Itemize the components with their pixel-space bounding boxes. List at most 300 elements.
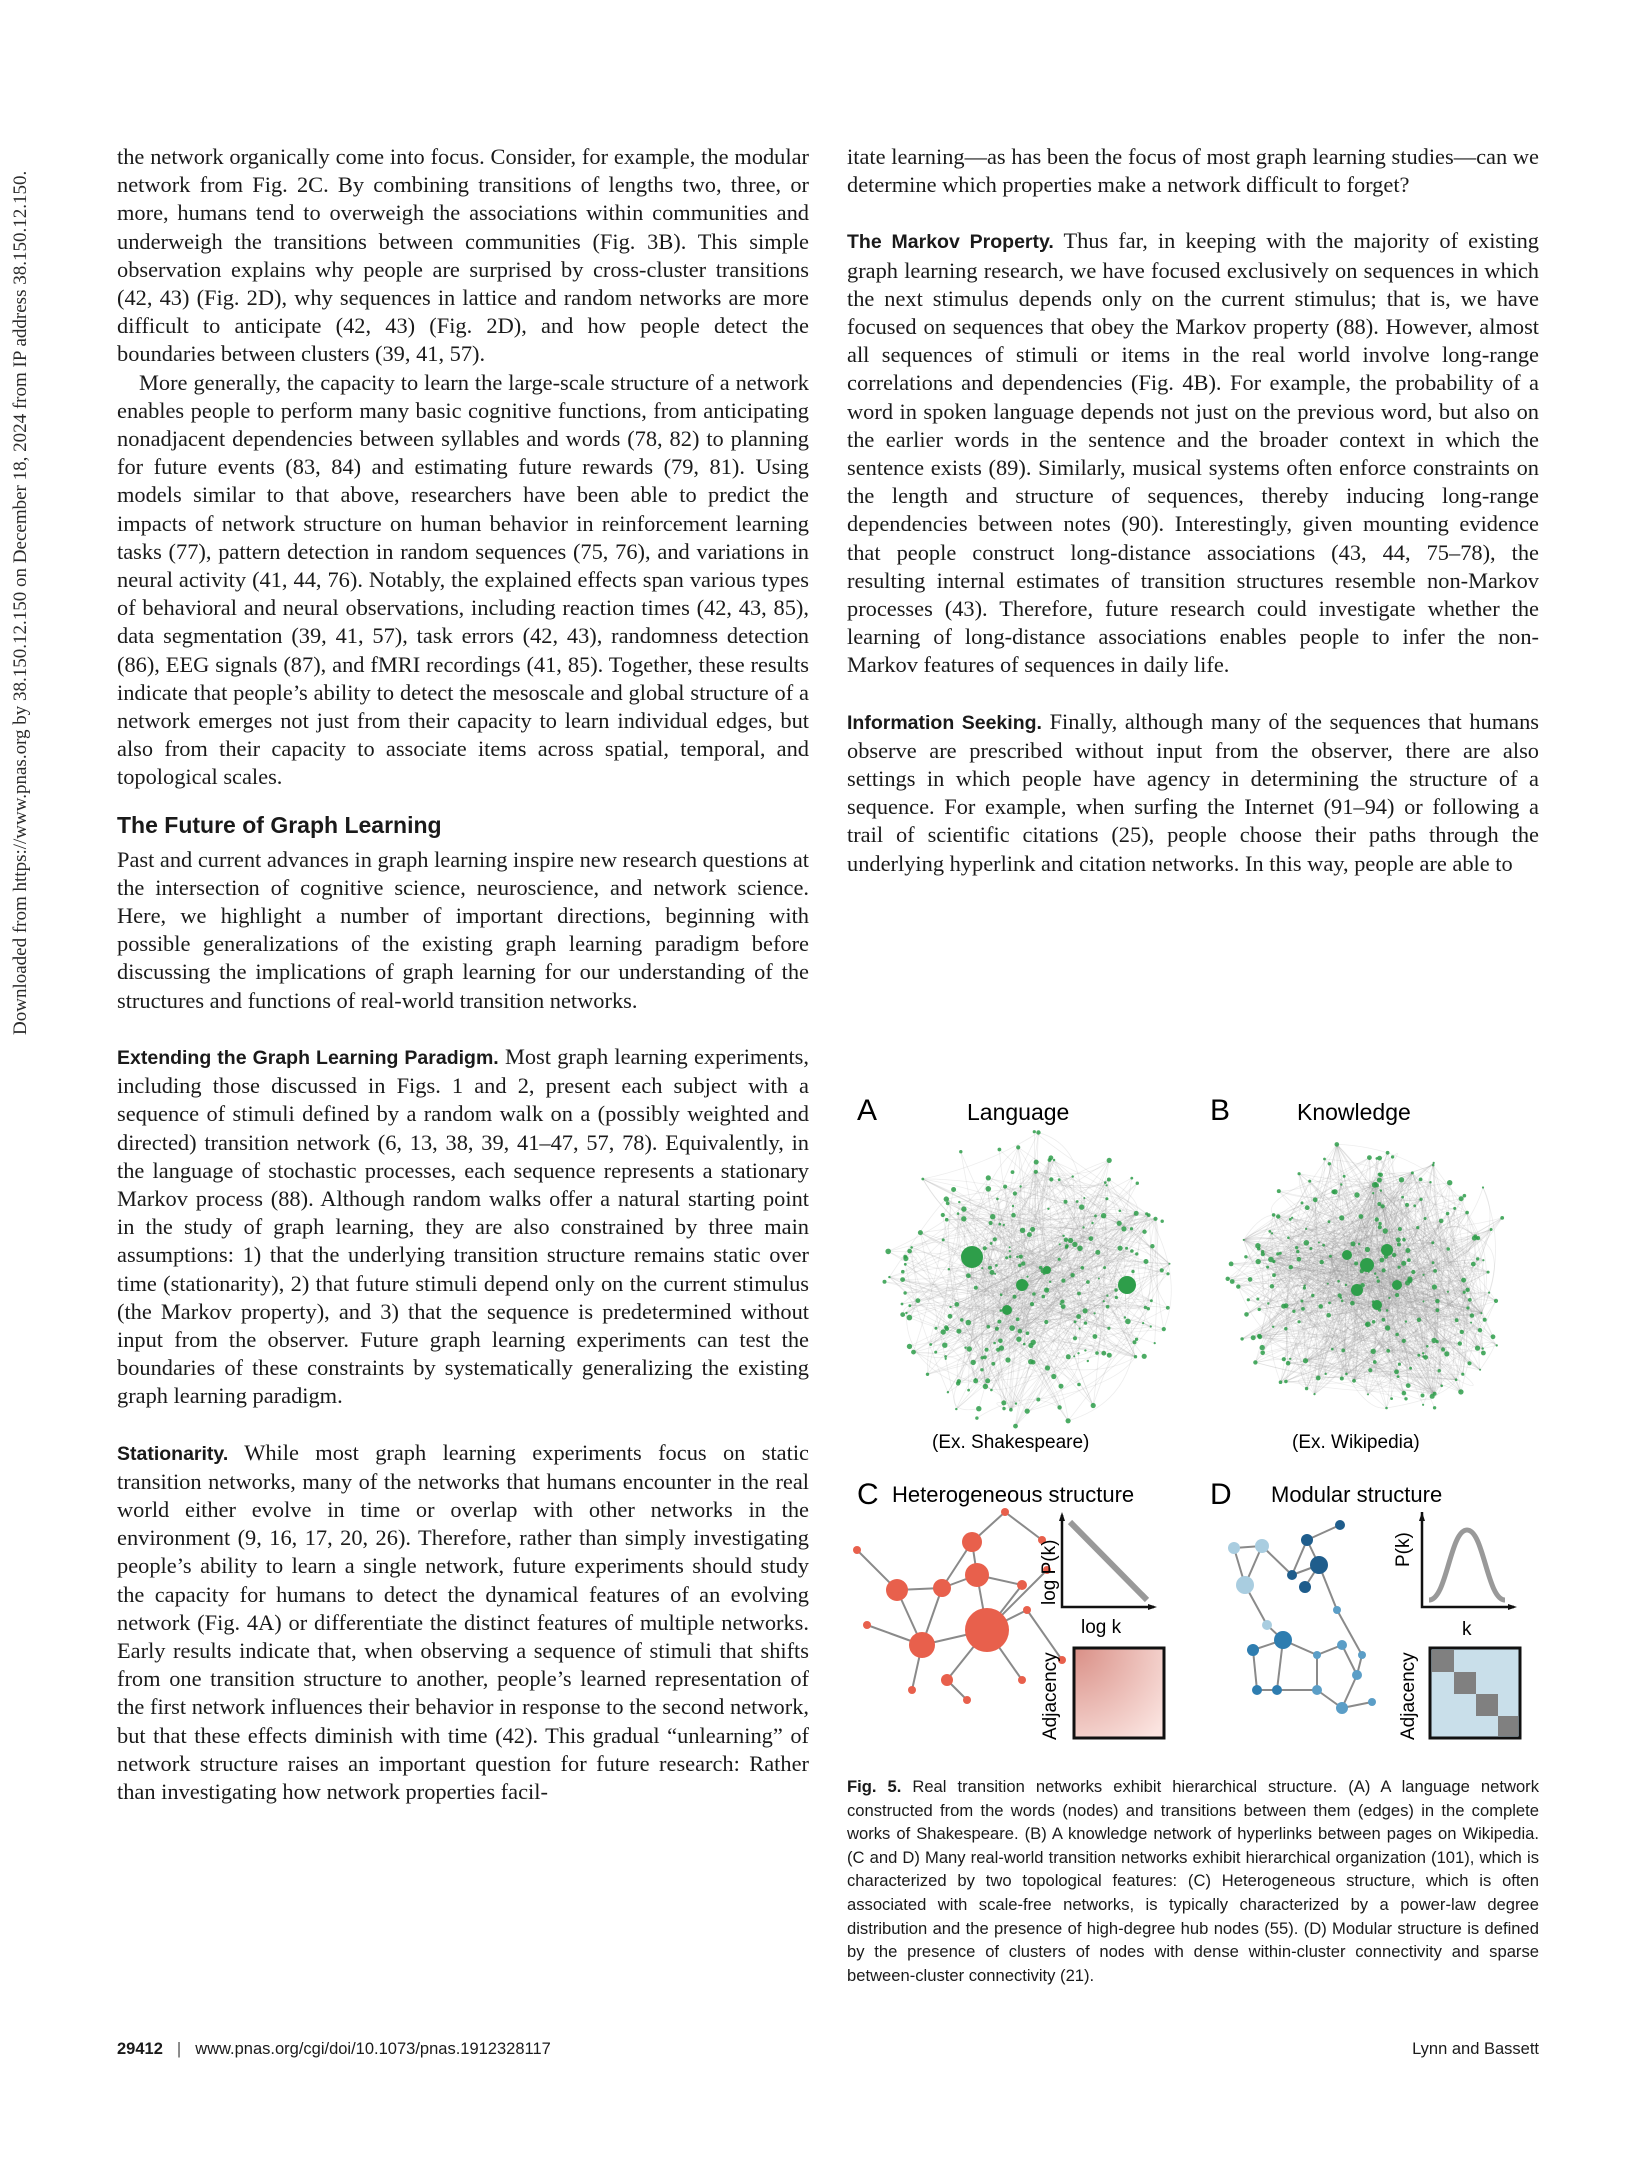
network-node xyxy=(1440,1385,1443,1388)
network-node xyxy=(1079,1204,1084,1209)
network-node xyxy=(1229,1262,1234,1267)
network-node xyxy=(1049,1281,1051,1283)
network-hub-node xyxy=(1043,1266,1051,1274)
network-node xyxy=(1016,1317,1020,1321)
run-in-heading: Extending the Graph Learning Paradigm. xyxy=(117,1046,499,1069)
network-node xyxy=(1291,1217,1293,1219)
network-node xyxy=(1329,1255,1332,1258)
network-node xyxy=(1371,1349,1376,1354)
network-node xyxy=(996,1348,1000,1352)
network-node xyxy=(1169,1263,1171,1265)
network-node xyxy=(1166,1272,1169,1275)
network-node xyxy=(980,1368,983,1371)
run-in-heading: The Markov Property. xyxy=(847,231,1054,254)
network-node xyxy=(1328,1220,1331,1223)
network-node xyxy=(1166,1306,1170,1310)
network-node xyxy=(1034,1160,1039,1165)
d-adjacency-matrix xyxy=(1430,1648,1520,1738)
network-node xyxy=(1281,1304,1286,1309)
network-node xyxy=(1378,1173,1381,1176)
network-node xyxy=(967,1389,970,1392)
network-node xyxy=(1341,1349,1345,1353)
network-node xyxy=(1131,1270,1134,1273)
network-node xyxy=(908,1304,911,1307)
network-node xyxy=(942,1238,945,1241)
right-column xyxy=(847,143,1539,878)
network-node xyxy=(964,1347,966,1349)
network-hub-node xyxy=(1372,1300,1382,1310)
network-node xyxy=(1313,1197,1318,1202)
network-node xyxy=(1483,1318,1487,1322)
network-node xyxy=(1405,1203,1409,1207)
network-node xyxy=(1468,1298,1472,1302)
network-node xyxy=(1261,1252,1265,1256)
network-node xyxy=(1033,1130,1036,1133)
network-node xyxy=(1475,1346,1480,1351)
network-node xyxy=(1447,1180,1452,1185)
network-node xyxy=(1016,1337,1021,1342)
network-node xyxy=(1482,1186,1484,1188)
network-node xyxy=(1378,1225,1382,1229)
network-node xyxy=(1003,1224,1005,1226)
network-node xyxy=(1461,1278,1466,1283)
network-node xyxy=(1026,1276,1028,1278)
network-node xyxy=(1114,1288,1117,1291)
network-node xyxy=(1405,1248,1410,1253)
network-node xyxy=(1162,1327,1166,1331)
network-node xyxy=(1368,1368,1372,1372)
network-node xyxy=(988,1266,992,1270)
network-node xyxy=(1446,1247,1450,1251)
network-node xyxy=(1272,1261,1274,1263)
network-node xyxy=(1074,1320,1077,1323)
panel-a-letter: A xyxy=(857,1094,878,1127)
network-node xyxy=(1028,1359,1033,1364)
network-node xyxy=(1478,1328,1482,1332)
network-node xyxy=(1013,1424,1018,1429)
network-node xyxy=(1460,1330,1464,1334)
network-node xyxy=(1394,1369,1399,1374)
network-node xyxy=(1135,1252,1138,1255)
network-node xyxy=(1446,1212,1450,1216)
network-node xyxy=(981,1267,983,1269)
network-node xyxy=(1303,1358,1308,1363)
network-node xyxy=(1077,1383,1081,1387)
network-node xyxy=(1258,1308,1261,1311)
network-node xyxy=(1435,1299,1439,1303)
network-node xyxy=(1107,1178,1111,1182)
network-node xyxy=(1419,1198,1422,1201)
network-node xyxy=(1304,1285,1306,1287)
network-node xyxy=(1101,1213,1106,1218)
network-node xyxy=(1417,1318,1421,1322)
network-node xyxy=(1320,1260,1324,1264)
network-node xyxy=(1341,1300,1344,1303)
network-node xyxy=(1142,1354,1147,1359)
network-node xyxy=(1482,1259,1484,1261)
panel-d-title: Modular structure xyxy=(1271,1482,1443,1507)
network-node xyxy=(1272,1273,1276,1277)
network-node xyxy=(1304,1240,1310,1246)
network-node xyxy=(956,1381,960,1385)
network-node xyxy=(934,1327,937,1330)
network-node xyxy=(1500,1216,1504,1220)
network-node xyxy=(1296,1250,1299,1253)
network-node xyxy=(1066,1245,1068,1247)
network-node xyxy=(1345,1373,1348,1376)
paragraph: the network organically come into focus. Consider, for example, the modular network from Fig. 2C. By combining transitions of lengths two, three, or more, humans tend to overweigh the associations within communities and underweigh the transitions between communities (Fig. 3B). This simple observation explains why people are surprised by cross-cluster transitions (42, 43) (Fig. 2D), why sequences in lattice and random networks are more difficult to anticipate (42, 43) (Fig. 2D), and how people detect the boundaries between clusters (39, 41, 57). xyxy=(117,144,809,367)
network-node xyxy=(1016,1256,1018,1258)
network-node xyxy=(1326,1313,1331,1318)
network-node xyxy=(1398,1266,1401,1269)
network-node xyxy=(994,1273,996,1275)
network-hub-node xyxy=(1392,1280,1402,1290)
network-node xyxy=(987,1325,991,1329)
network-node xyxy=(1378,1222,1381,1225)
network-node xyxy=(1068,1238,1073,1243)
network-node xyxy=(1398,1363,1401,1366)
network-node xyxy=(1338,1293,1342,1297)
network-node xyxy=(1491,1334,1496,1339)
network-node xyxy=(1015,1402,1017,1404)
network-node xyxy=(1470,1313,1474,1317)
network-node xyxy=(1044,1320,1048,1324)
knowledge-network xyxy=(1226,1142,1505,1409)
paragraph-text: Thus far, in keeping with the majority of existing graph learning research, we have focused exclusively on sequences in which the next stimulus depends only on the current stimulus; that is, we have focused on sequences that obey the Markov property (88). However, almost all sequences of stimuli or items in the real world involve long-range correlations and dependencies (Fig. 4B). For example, the probability of a word in spoken language depends not just on the previous word, but also on the earlier words in the sentence and the broader context in which the sentence exists (89). Similarly, musical systems often enforce constraints on the length and structure of sequences, thereby inducing long-range dependencies between notes (90). Interestingly, given mounting evidence that people construct long-distance associations (43, 44, 75–78), the resulting internal estimates of transition structures resemble non-Markov processes (43). Therefore, future research could investigate whether the learning of long-distance associations enables people to infer the non-Markov features of sequences in daily life. xyxy=(847,228,1539,678)
network-node xyxy=(1289,1265,1293,1269)
network-hub-node xyxy=(1351,1284,1363,1296)
network-node xyxy=(1402,1339,1406,1343)
network-node xyxy=(921,1178,924,1181)
doi-link[interactable]: www.pnas.org/cgi/doi/10.1073/pnas.1912328117 xyxy=(195,2040,551,2058)
network-node xyxy=(1289,1358,1291,1360)
page-footer xyxy=(117,2040,1539,2059)
network-node xyxy=(1385,1407,1388,1410)
network-node xyxy=(1124,1316,1126,1318)
network-node xyxy=(1240,1337,1243,1340)
network-node xyxy=(1260,1345,1265,1350)
network-node xyxy=(1386,1151,1390,1155)
network-node xyxy=(1104,1181,1107,1184)
network-node xyxy=(983,1246,987,1250)
network-node xyxy=(945,1358,947,1360)
network-node xyxy=(1121,1226,1126,1231)
network-node xyxy=(1030,1227,1035,1232)
network-node xyxy=(1142,1230,1146,1234)
network-node xyxy=(1481,1351,1486,1356)
network-node xyxy=(1107,1327,1110,1330)
network-node xyxy=(1019,1185,1021,1187)
network-node xyxy=(967,1346,972,1351)
network-node xyxy=(1466,1306,1469,1309)
panel-a-title: Language xyxy=(967,1099,1070,1125)
network-node xyxy=(1375,1183,1379,1187)
network-node xyxy=(1351,1241,1356,1246)
network-node xyxy=(1125,1319,1131,1325)
network-node xyxy=(1020,1228,1025,1233)
network-node xyxy=(1160,1268,1164,1272)
network-node xyxy=(966,1273,971,1278)
network-node xyxy=(995,1327,999,1331)
network-node xyxy=(1107,1158,1112,1163)
network-node xyxy=(1395,1333,1399,1337)
network-node xyxy=(1292,1310,1295,1313)
network-node xyxy=(993,1342,996,1345)
network-node xyxy=(1009,1255,1012,1258)
network-node xyxy=(1016,1145,1020,1149)
panel-c-title: Heterogeneous structure xyxy=(892,1482,1135,1507)
network-node xyxy=(1406,1383,1411,1388)
network-node xyxy=(951,1187,956,1192)
network-node xyxy=(1130,1249,1134,1253)
network-node xyxy=(1465,1288,1469,1292)
network-node xyxy=(1154,1342,1156,1344)
network-node xyxy=(1422,1404,1424,1406)
network-node xyxy=(1431,1338,1436,1343)
network-node xyxy=(1380,1189,1382,1191)
network-node xyxy=(1061,1279,1065,1283)
network-node xyxy=(948,1314,953,1319)
network-node xyxy=(998,1223,1001,1226)
network-node xyxy=(955,1408,957,1410)
network-node xyxy=(1372,1320,1376,1324)
network-node xyxy=(1018,1329,1023,1334)
network-node xyxy=(1309,1247,1312,1250)
network-node xyxy=(1398,1227,1402,1231)
network-node xyxy=(1106,1184,1108,1186)
network-node xyxy=(954,1302,959,1307)
network-node xyxy=(1034,1170,1038,1174)
network-node xyxy=(986,1175,991,1180)
network-node xyxy=(944,1196,949,1201)
figure-caption xyxy=(847,1775,1539,1987)
network-node xyxy=(1423,1300,1425,1302)
paragraph-text: While most graph learning experiments focus on static transition networks, many of the networks that humans encounter in the real world either evolve in time or overlap with other networks in the environment (9, 16, 17, 20, 26). Therefore, rather than simply investigating people’s ability to learn a single network, future experiments should study the capacity for humans to detect the dynamical features of an evolving network (Fig. 4A) or differentiate the distinct features of multiple networks. Early results indicate that, when observing a sequence of stimuli that shifts from one transition structure to another, people’s learned representation of the first network influences their behavior in response to the second network, but that these effects diminish with time (42). This gradual “unlearning” of network structure raises an important question for future research: Rather than investigating how network properties facil- xyxy=(117,1439,809,1804)
network-node xyxy=(1036,1130,1040,1134)
network-node xyxy=(1073,1355,1075,1357)
network-node xyxy=(901,1270,905,1274)
network-node xyxy=(1476,1257,1479,1260)
network-node xyxy=(1323,1158,1326,1161)
network-node xyxy=(1048,1158,1052,1162)
network-node xyxy=(1365,1247,1370,1252)
network-node xyxy=(1318,1242,1320,1244)
network-node xyxy=(1012,1205,1014,1207)
network-node xyxy=(973,1378,978,1383)
network-node xyxy=(991,1362,995,1366)
network-node xyxy=(1328,1302,1331,1305)
network-node xyxy=(1421,1394,1425,1398)
network-node xyxy=(1367,1393,1369,1395)
network-node xyxy=(1076,1200,1079,1203)
network-node xyxy=(1422,1274,1424,1276)
unimodal-plot xyxy=(1419,1512,1517,1610)
network-node xyxy=(998,1339,1003,1344)
network-node xyxy=(1060,1300,1064,1304)
network-node xyxy=(1422,1355,1425,1358)
network-node xyxy=(1488,1292,1490,1294)
network-node xyxy=(900,1312,905,1317)
network-node xyxy=(1268,1230,1271,1233)
network-node xyxy=(1083,1197,1085,1199)
network-node xyxy=(1339,1215,1344,1220)
panel-a-subtitle: (Ex. Shakespeare) xyxy=(932,1432,1090,1453)
network-node xyxy=(1089,1236,1094,1241)
caption-label: Fig. 5. xyxy=(847,1777,902,1796)
network-node xyxy=(1388,1297,1390,1299)
network-node xyxy=(1134,1355,1137,1358)
d-xlabel: k xyxy=(1462,1619,1472,1640)
network-node xyxy=(983,1355,987,1359)
network-node xyxy=(1325,1373,1327,1375)
network-node xyxy=(1150,1299,1153,1302)
network-node xyxy=(1474,1234,1478,1238)
network-node xyxy=(990,1214,995,1219)
d-adjacency-label: Adjacency xyxy=(1398,1652,1419,1740)
network-node xyxy=(1377,1202,1381,1206)
network-edge xyxy=(923,1133,1039,1180)
network-node xyxy=(1118,1246,1123,1251)
network-node xyxy=(1226,1277,1230,1281)
network-node xyxy=(1083,1308,1088,1313)
network-node xyxy=(990,1389,993,1392)
network-node xyxy=(1095,1351,1099,1355)
network-node xyxy=(916,1298,921,1303)
network-node xyxy=(989,1221,993,1225)
network-node xyxy=(1376,1276,1378,1278)
panel-d-letter: D xyxy=(1210,1478,1232,1511)
network-node xyxy=(1322,1244,1325,1247)
figure-5 xyxy=(847,1080,1547,1780)
paragraph: itate learning—as has been the focus of most graph learning studies—can we determine which properties make a network difficult to forget? xyxy=(847,144,1539,198)
panel-c-letter: C xyxy=(857,1478,879,1511)
network-node xyxy=(1011,1170,1015,1174)
network-node xyxy=(995,1264,998,1267)
network-node xyxy=(1300,1300,1303,1303)
network-node xyxy=(1311,1294,1314,1297)
network-node xyxy=(885,1249,891,1255)
figure-5-graphic xyxy=(847,1080,1547,1780)
network-node xyxy=(947,1391,949,1393)
network-node xyxy=(976,1406,981,1411)
network-node xyxy=(1002,1407,1005,1410)
network-node xyxy=(1045,1365,1050,1370)
network-node xyxy=(1282,1357,1286,1361)
network-node xyxy=(956,1329,961,1334)
paragraph-text: Finally, although many of the sequences that humans observe are prescribed without input from the observer, there are also settings in which people have agency in determining the structure of a sequence. For example, when surfing the Internet (91–94) or following a trail of scientific citations (25), people choose their paths through the underlying hyperlink and citation networks. In this way, people are able to xyxy=(847,708,1540,876)
network-node xyxy=(1161,1220,1164,1223)
network-node xyxy=(1115,1296,1118,1299)
network-node xyxy=(926,1373,929,1376)
network-node xyxy=(1072,1175,1074,1177)
network-node xyxy=(1444,1351,1449,1356)
network-node xyxy=(1345,1284,1347,1286)
network-node xyxy=(1243,1239,1245,1241)
network-node xyxy=(1295,1246,1298,1249)
network-node xyxy=(1424,1217,1427,1220)
network-node xyxy=(1058,1258,1061,1261)
network-node xyxy=(990,1270,995,1275)
network-node xyxy=(944,1325,948,1329)
network-node xyxy=(1367,1155,1372,1160)
network-node xyxy=(1458,1341,1462,1345)
network-node xyxy=(1340,1183,1342,1185)
network-node xyxy=(1331,1348,1334,1351)
network-node xyxy=(1009,1246,1011,1248)
network-node xyxy=(1036,1398,1040,1402)
network-node xyxy=(1402,1391,1407,1396)
network-node xyxy=(1496,1344,1498,1346)
network-node xyxy=(1416,1226,1419,1229)
network-node xyxy=(966,1320,972,1326)
network-node xyxy=(990,1242,993,1245)
network-node xyxy=(958,1201,960,1203)
network-node xyxy=(1248,1277,1253,1282)
network-node xyxy=(1253,1360,1257,1364)
network-node xyxy=(1397,1243,1401,1247)
network-node xyxy=(1301,1307,1305,1311)
network-node xyxy=(1150,1325,1152,1327)
network-node xyxy=(1064,1238,1068,1242)
network-node xyxy=(1086,1280,1090,1284)
network-node xyxy=(1061,1304,1066,1309)
network-node xyxy=(942,1343,947,1348)
network-node xyxy=(1411,1270,1415,1274)
network-node xyxy=(1101,1351,1106,1356)
network-node xyxy=(905,1312,907,1314)
network-node xyxy=(1298,1172,1301,1175)
network-node xyxy=(1432,1261,1435,1264)
network-node xyxy=(1091,1403,1096,1408)
network-node xyxy=(941,1329,946,1334)
network-node xyxy=(1399,1177,1404,1182)
network-node xyxy=(1328,1162,1331,1165)
network-node xyxy=(1267,1302,1269,1304)
network-node xyxy=(1073,1336,1077,1340)
network-node xyxy=(1094,1312,1096,1314)
network-node xyxy=(1266,1266,1269,1269)
network-node xyxy=(957,1212,960,1215)
network-node xyxy=(1372,1192,1374,1194)
network-node xyxy=(1453,1207,1456,1210)
network-node xyxy=(1103,1266,1106,1269)
network-node xyxy=(1147,1307,1150,1310)
network-node xyxy=(1087,1360,1089,1362)
network-node xyxy=(1287,1236,1290,1239)
network-node xyxy=(1103,1300,1105,1302)
network-node xyxy=(1260,1351,1265,1356)
network-node xyxy=(1433,1162,1435,1164)
paragraph xyxy=(847,227,1539,679)
network-node xyxy=(1305,1387,1308,1390)
network-node xyxy=(1005,1256,1008,1259)
network-node xyxy=(948,1268,950,1270)
panel-b-title: Knowledge xyxy=(1297,1099,1411,1125)
network-node xyxy=(1026,1331,1030,1335)
network-node xyxy=(1433,1269,1437,1273)
network-node xyxy=(1027,1232,1032,1237)
network-node xyxy=(1032,1292,1036,1296)
network-node xyxy=(1145,1212,1148,1215)
network-node xyxy=(1251,1335,1256,1340)
network-node xyxy=(1119,1210,1122,1213)
network-node xyxy=(1049,1177,1053,1181)
network-node xyxy=(1430,1394,1435,1399)
network-node xyxy=(1298,1320,1301,1323)
network-node xyxy=(1077,1292,1081,1296)
network-node xyxy=(1272,1213,1276,1217)
network-node xyxy=(1028,1343,1033,1348)
